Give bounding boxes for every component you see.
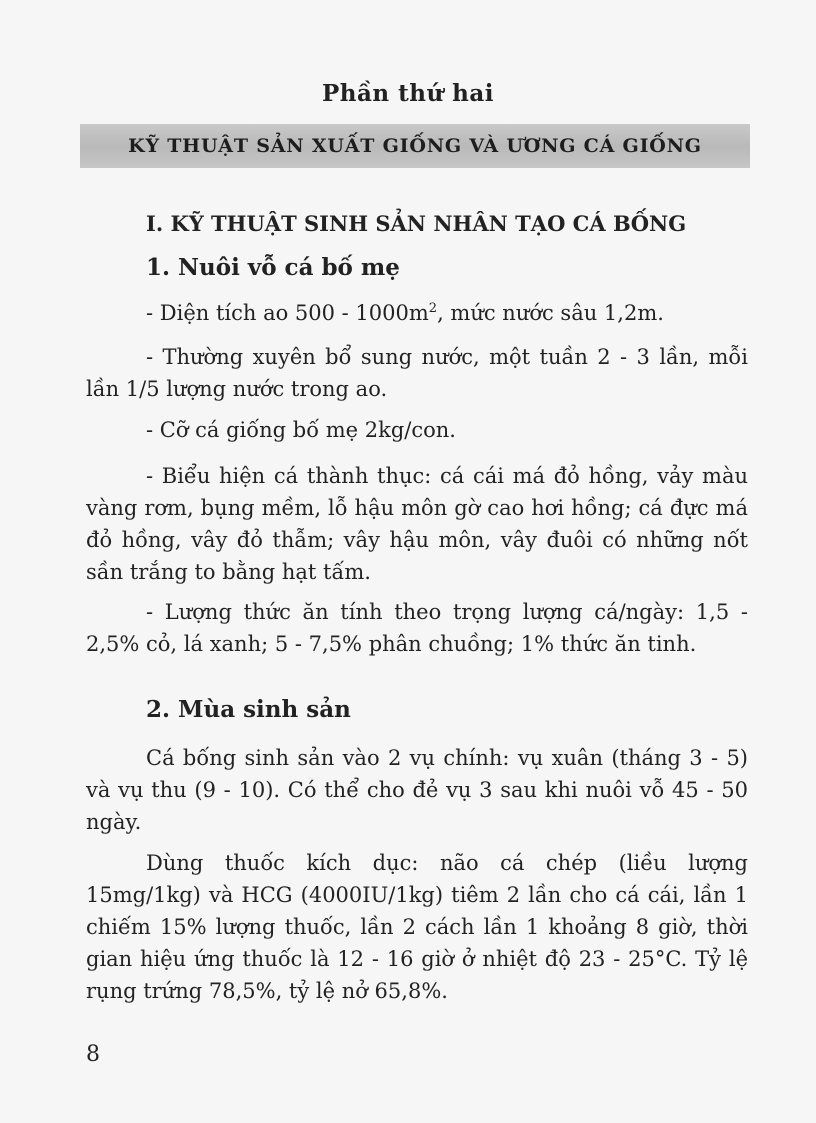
paragraph-spawning-season: Cá bống sinh sản vào 2 vụ chính: vụ xuân (tháng 3 - 5) và vụ thu (9 - 10). Có thể cho đẻ vụ 3 sau khi nuôi vỗ 45 - 50 ngày.	[86, 746, 748, 834]
subsection-heading-2: 2. Mùa sinh sản	[146, 696, 351, 723]
paragraph-hormone-injection: Dùng thuốc kích dục: não cá chép (liều lượng 15mg/1kg) và HCG (4000IU/1kg) tiêm 2 lần cho cá cái, lần 1 chiếm 15% lượng thuốc, lần 2 cách lần 1 khoảng 8 giờ, thời gian hiệu ứng thuốc là 12 - 16 giờ ở nhiệt độ 23 - 25°C. Tỷ lệ rụng trứng 78,5%, tỷ lệ nở 65,8%.	[86, 851, 748, 1003]
paragraph-feed-amount: - Lượng thức ăn tính theo trọng lượng cá/ngày: 1,5 - 2,5% cỏ, lá xanh; 5 - 7,5% phân chuồng; 1% thức ăn tinh.	[86, 600, 748, 656]
section-title: I. KỸ THUẬT SINH SẢN NHÂN TẠO CÁ BỐNG	[146, 211, 687, 236]
paragraph-broodstock-size: - Cỡ cá giống bố mẹ 2kg/con.	[146, 418, 456, 442]
paragraph-maturity-signs: - Biểu hiện cá thành thục: cá cái má đỏ hồng, vảy màu vàng rơm, bụng mềm, lỗ hậu môn gờ cao hơi hồng; cá đực má đỏ hồng, vây đỏ thẫm; vây hậu môn, vây đuôi có những nốt sần trắng to bằng hạt tấm.	[86, 464, 748, 584]
paragraph-pond-area-text-end: , mức nước sâu 1,2m.	[437, 301, 664, 325]
paragraph-pond-area	[86, 297, 748, 329]
part-title: Phần thứ hai	[321, 80, 495, 107]
chapter-banner	[80, 124, 750, 168]
superscript-2: 2	[428, 301, 438, 316]
paragraph-water-supply: - Thường xuyên bổ sung nước, một tuần 2 - 3 lần, mỗi lần 1/5 lượng nước trong ao.	[86, 345, 748, 401]
subsection-heading-1: 1. Nuôi vỗ cá bố mẹ	[146, 254, 400, 281]
chapter-banner-text: KỸ THUẬT SẢN XUẤT GIỐNG VÀ ƯƠNG CÁ GIỐNG	[128, 135, 702, 157]
page-number: 8	[86, 1042, 100, 1067]
paragraph-pond-area-text: - Diện tích ao 500 - 1000m	[146, 301, 429, 325]
